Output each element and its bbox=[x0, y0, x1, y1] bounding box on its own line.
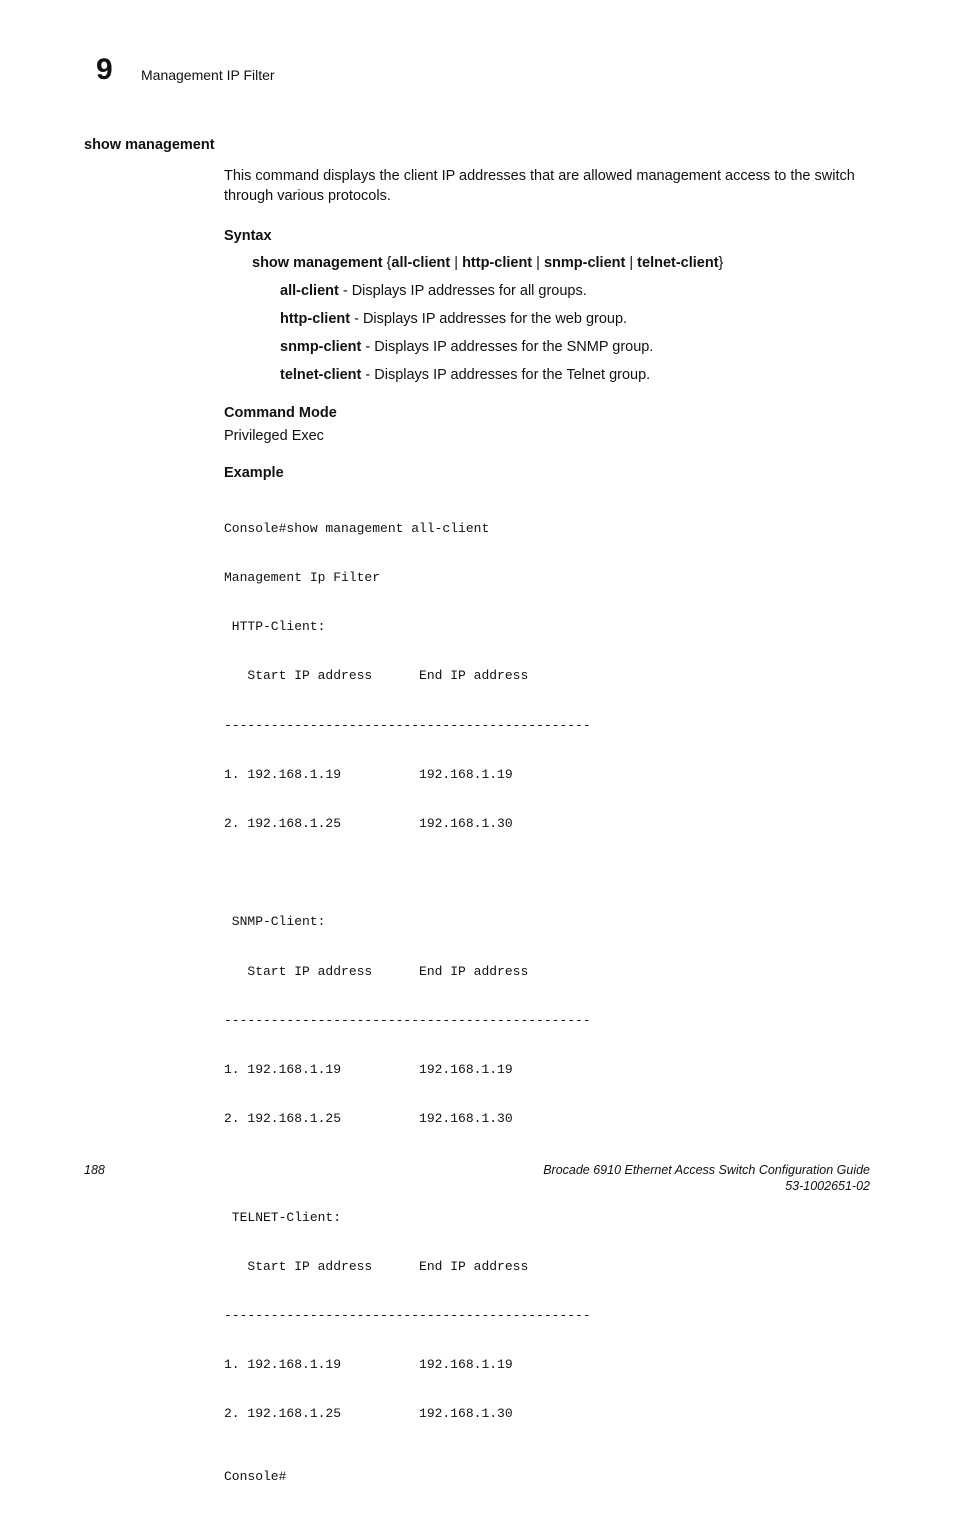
code-line: 2. 192.168.1.25 192.168.1.30 bbox=[224, 1406, 513, 1422]
syntax-option-all-client: all-client bbox=[391, 255, 451, 271]
param-all-client bbox=[280, 282, 884, 300]
code-line: 1. 192.168.1.19 192.168.1.19 bbox=[224, 1357, 513, 1373]
footer-doc-info bbox=[543, 1162, 870, 1194]
syntax-separator: | bbox=[450, 255, 463, 271]
code-line: Start IP address End IP address bbox=[224, 963, 529, 979]
code-line: Console#show management all-client bbox=[224, 520, 490, 536]
code-line: Management Ip Filter bbox=[224, 570, 381, 586]
code-line: ----------------------------------------------- bbox=[224, 1308, 591, 1324]
section-title: show management bbox=[84, 137, 215, 153]
code-line: 2. 192.168.1.25 192.168.1.30 bbox=[224, 816, 513, 832]
syntax-heading: Syntax bbox=[224, 228, 272, 244]
command-mode-value: Privileged Exec bbox=[224, 428, 324, 444]
code-line: 1. 192.168.1.19 192.168.1.19 bbox=[224, 766, 513, 782]
code-line: Start IP address End IP address bbox=[224, 668, 529, 684]
param-desc: - Displays IP addresses for the Telnet group. bbox=[361, 367, 651, 383]
command-mode-heading: Command Mode bbox=[224, 405, 337, 421]
example-code-block bbox=[224, 488, 884, 1518]
footer-guide-title: Brocade 6910 Ethernet Access Switch Configuration Guide bbox=[543, 1163, 870, 1177]
code-line: Console# bbox=[224, 1468, 287, 1484]
section-content bbox=[224, 167, 884, 1518]
param-name: all-client bbox=[280, 283, 339, 299]
chapter-number: 9 bbox=[96, 53, 113, 86]
param-name: telnet-client bbox=[280, 367, 362, 383]
syntax-separator: | bbox=[625, 255, 638, 271]
code-line: 2. 192.168.1.25 192.168.1.30 bbox=[224, 1111, 513, 1127]
param-telnet-client bbox=[280, 366, 884, 384]
code-line: ----------------------------------------------- bbox=[224, 717, 591, 733]
syntax-close-brace: } bbox=[718, 255, 724, 271]
param-name: http-client bbox=[280, 311, 351, 327]
param-desc: - Displays IP addresses for all groups. bbox=[338, 283, 587, 299]
command-description: This command displays the client IP addresses that are allowed management access to the switch through various protocols. bbox=[224, 168, 855, 204]
syntax-separator: | bbox=[532, 255, 544, 271]
param-desc: - Displays IP addresses for the SNMP group. bbox=[361, 339, 654, 355]
code-blank-line bbox=[224, 865, 884, 881]
example-heading: Example bbox=[224, 465, 284, 481]
param-snmp-client bbox=[280, 338, 884, 356]
param-desc: - Displays IP addresses for the web group. bbox=[350, 311, 628, 327]
param-http-client bbox=[280, 310, 884, 328]
syntax-line bbox=[252, 254, 884, 272]
footer-doc-number: 53-1002651-02 bbox=[785, 1179, 870, 1193]
code-line: TELNET-Client: bbox=[224, 1209, 342, 1225]
code-line: 1. 192.168.1.19 192.168.1.19 bbox=[224, 1062, 513, 1078]
syntax-option-telnet-client: telnet-client bbox=[637, 255, 719, 271]
syntax-option-snmp-client: snmp-client bbox=[543, 255, 626, 271]
code-line: HTTP-Client: bbox=[224, 619, 326, 635]
chapter-title: Management IP Filter bbox=[141, 67, 275, 83]
param-name: snmp-client bbox=[280, 339, 362, 355]
syntax-open-brace: { bbox=[382, 255, 392, 271]
code-line: SNMP-Client: bbox=[224, 914, 326, 930]
syntax-option-http-client: http-client bbox=[462, 255, 533, 271]
syntax-command: show management bbox=[252, 255, 383, 271]
footer-page-number: 188 bbox=[84, 1163, 105, 1177]
code-line: ----------------------------------------------- bbox=[224, 1012, 591, 1028]
code-line: Start IP address End IP address bbox=[224, 1258, 529, 1274]
